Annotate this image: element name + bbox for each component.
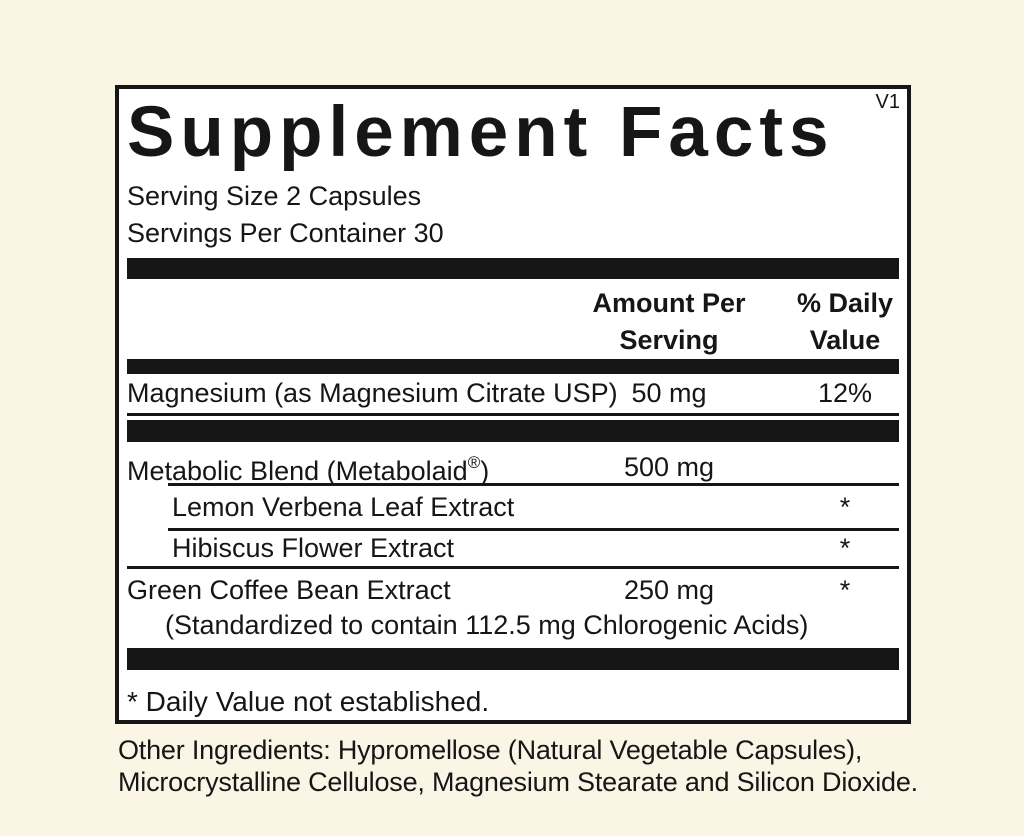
separator-bar-top — [127, 258, 899, 279]
separator-bar-section — [127, 420, 899, 442]
percent-daily-value-header — [791, 285, 899, 359]
amount-per-serving-header — [589, 285, 749, 359]
nutrient-name — [127, 442, 589, 492]
other-ingredients-text — [118, 734, 918, 798]
dv-header-line1: % Daily — [796, 288, 894, 318]
registered-trademark-symbol: ® — [467, 453, 481, 472]
nutrient-amount: 50 mg — [631, 378, 707, 408]
nutrient-name: Lemon Verbena Leaf Extract — [172, 492, 515, 522]
column-header-row — [127, 279, 899, 359]
nutrient-row-magnesium — [127, 374, 899, 413]
nutrient-name: Hibiscus Flower Extract — [172, 533, 455, 563]
blend-name-pre: Metabolic Blend (Metabolaid — [127, 456, 468, 486]
divider-rule-full — [127, 413, 899, 416]
amount-header-line1: Amount Per — [592, 288, 746, 318]
nutrient-name: Green Coffee Bean Extract — [127, 575, 451, 605]
nutrient-amount: 250 mg — [623, 575, 715, 605]
nutrient-dv: 12% — [817, 378, 873, 408]
separator-bar-bottom — [127, 648, 899, 670]
nutrient-dv: * — [839, 492, 851, 522]
nutrient-row-lemon-verbena — [127, 486, 899, 528]
separator-bar-header — [127, 359, 899, 374]
supplement-facts-panel — [115, 85, 911, 724]
nutrient-row-green-coffee — [127, 569, 899, 611]
nutrient-amount: 500 mg — [623, 451, 715, 482]
nutrient-row-hibiscus — [127, 531, 899, 566]
version-label: V1 — [875, 91, 900, 113]
nutrient-dv: * — [839, 533, 851, 563]
other-ingredients-line2: Microcrystalline Cellulose, Magnesium Stearate and Silicon Dioxide. — [118, 767, 918, 797]
dv-header-line2: Value — [809, 325, 881, 355]
serving-size-line: Serving Size 2 Capsules — [127, 181, 422, 211]
daily-value-footnote: * Daily Value not established. — [127, 686, 490, 717]
nutrient-dv: * — [839, 575, 851, 605]
nutrient-name: Magnesium (as Magnesium Citrate USP) — [127, 378, 618, 408]
label-title: Supplement Facts — [127, 93, 835, 172]
other-ingredients-line1: Other Ingredients: Hypromellose (Natural Vegetable Capsules), — [118, 735, 863, 765]
blend-name-post: ) — [480, 456, 490, 486]
amount-header-line2: Serving — [619, 325, 719, 355]
servings-per-container-line: Servings Per Container 30 — [127, 218, 444, 248]
standardization-note: (Standardized to contain 112.5 mg Chlorogenic Acids) — [165, 610, 809, 640]
nutrient-row-metabolic-blend — [127, 442, 899, 486]
